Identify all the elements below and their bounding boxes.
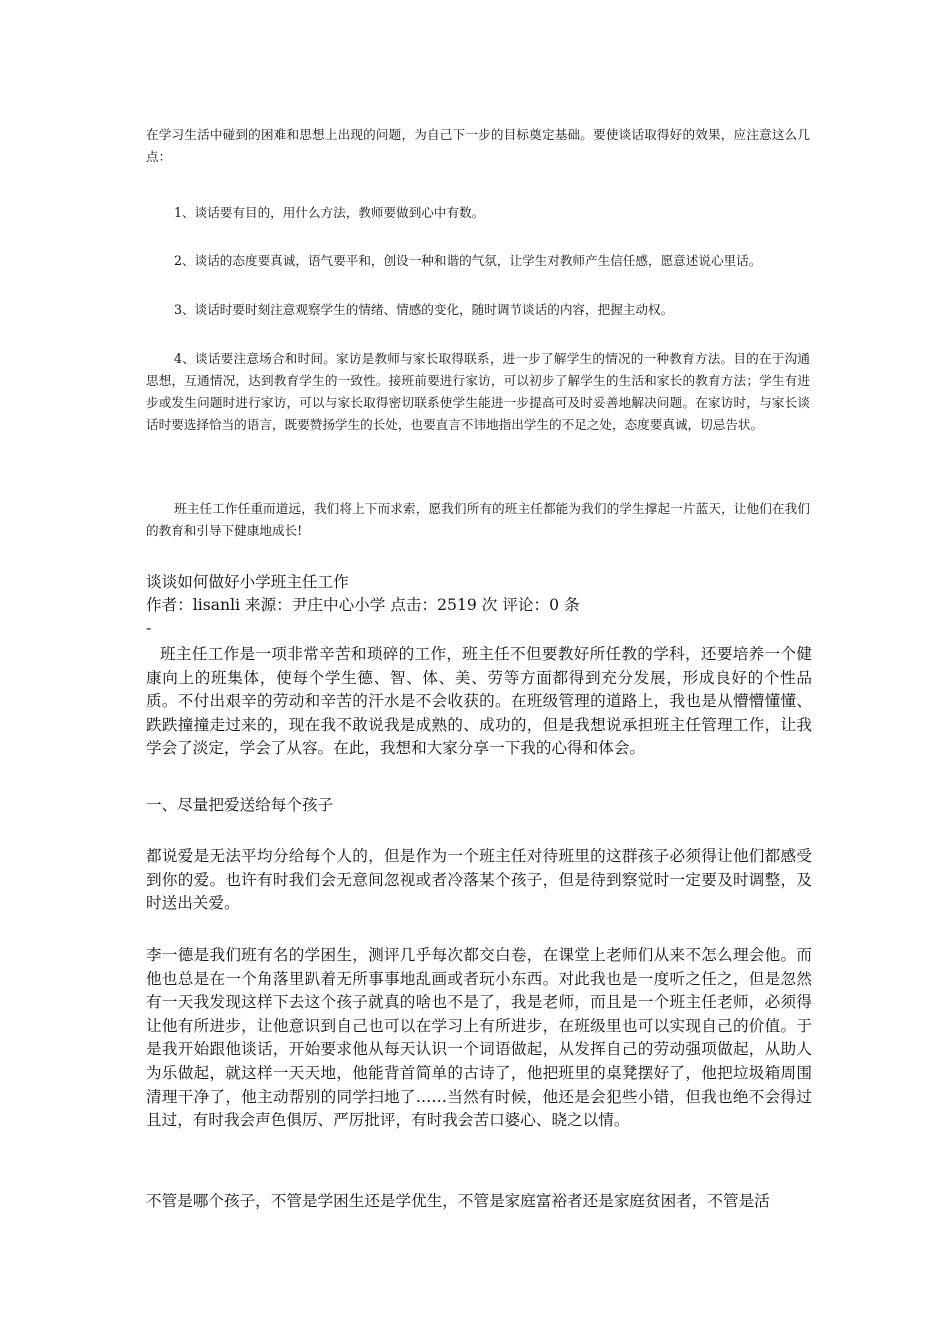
article-title: 谈谈如何做好小学班主任工作 <box>146 573 349 591</box>
section-1-paragraph-1: 都说爱是无法平均分给每个人的，但是作为一个班主任对待班里的这群孩子必须得让他们都感受到你的爱。也许有时我们会无意间忽视或者冷落某个孩子，但是待到察觉时一定要及时调整，及时送出关爱。 <box>146 847 812 913</box>
point-4: 4、谈话要注意场合和时间。家访是教师与家长取得联系，进一步了解学生的情况的一种教育方法。目的在于沟通思想，互通情况，达到教育学生的一致性。接班前要进行家访，可以初步了解学生的生活和家长的教育方法；学生有进步或发生问题时进行家访，可以与家长取得密切联系使学生能进一步提高可及时妥善地解决问题。在家访时，与家长谈话时要选择恰当的语言，既要赞扬学生的长处，也要直言不讳地指出学生的不足之处，态度要真诚，切忌告状。 <box>146 351 810 432</box>
point-2: 2、谈话的态度要真诚，语气要平和，创设一种和谐的气氛，让学生对教师产生信任感，愿意述说心里话。 <box>174 253 762 268</box>
closing-paragraph: 班主任工作任重而道远，我们将上下而求索，愿我们所有的班主任都能为我们的学生撑起一片蓝天，让他们在我们的教育和引导下健康地成长! <box>146 501 810 538</box>
article-intro: 班主任工作是一项非常辛苦和琐碎的工作，班主任不但要教好所任教的学科，还要培养一个健康向上的班集体，使每个学生德、智、体、美、劳等方面都得到充分发展，形成良好的个性品质。不付出艰辛的劳动和辛苦的汗水是不会收获的。在班级管理的道路上，我也是从懵懵懂懂、跌跌撞撞走过来的，现在我不敢说我是成熟的、成功的，但是我想说承担班主任管理工作，让我学会了淡定，学会了从容。在此，我想和大家分享一下我的心得和体会。 <box>146 645 812 758</box>
separator: - <box>146 619 152 637</box>
point-1: 1、谈话要有目的，用什么方法，教师要做到心中有数。 <box>174 205 485 220</box>
section-1-heading: 一、尽量把爱送给每个孩子 <box>146 796 334 814</box>
intro-paragraph: 在学习生活中碰到的困难和思想上出现的问题，为自己下一步的目标奠定基础。要使谈话取得好的效果，应注意这么几点： <box>146 127 810 164</box>
point-3: 3、谈话时要时刻注意观察学生的情绪、情感的变化，随时调节谈话的内容，把握主动权。 <box>174 302 674 317</box>
section-1-paragraph-3: 不管是哪个孩子，不管是学困生还是学优生，不管是家庭富裕者还是家庭贫困者，不管是活 <box>146 1192 770 1210</box>
article-meta: 作者：lisanli 来源：尹庄中心小学 点击：2519 次 评论：0 条 <box>146 596 580 614</box>
section-1-paragraph-2: 李一德是我们班有名的学困生，测评几乎每次都交白卷，在课堂上老师们从来不怎么理会他。而他也总是在一个角落里趴着无所事事地乱画或者玩小东西。对此我也是一度听之任之，但是忽然有一天我发现这样下去这个孩子就真的啥也不是了，我是老师，而且是一个班主任老师，必须得让他有所进步，让他意识到自己也可以在学习上有所进步，在班级里也可以实现自己的价值。于是我开始跟他谈话，开始要求他从每天认识一个词语做起，从发挥自己的劳动强项做起，从助人为乐做起，就这样一天天地，他能背首简单的古诗了，他把班里的桌凳摆好了，他把垃圾箱周围清理干净了，他主动帮别的同学扫地了……当然有时候，他还是会犯些小错，但我也绝不会得过且过，有时我会声色俱厉、严厉批评，有时我会苦口婆心、晓之以情。 <box>146 946 812 1130</box>
